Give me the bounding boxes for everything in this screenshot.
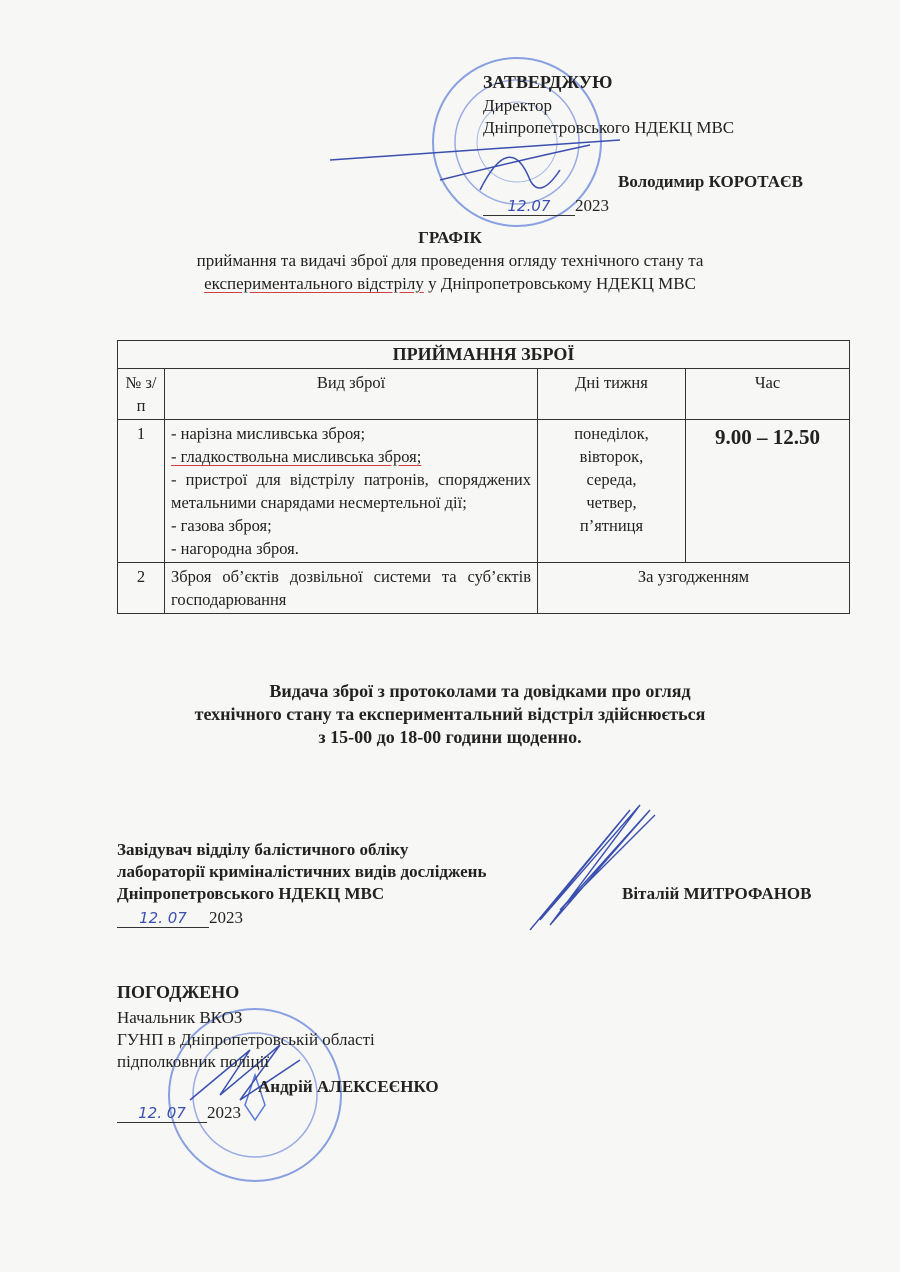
head-position: Завідувач відділу балістичного обліку bbox=[117, 840, 409, 859]
row-num: 1 bbox=[118, 420, 165, 563]
agreed-org: ГУНП в Дніпропетровській області bbox=[117, 1030, 375, 1049]
agreed-position: Начальник ВКОЗ bbox=[117, 1008, 243, 1027]
header-time: Час bbox=[686, 369, 850, 420]
head-name: Віталій МИТРОФАНОВ bbox=[622, 884, 812, 903]
day: вівторок, bbox=[579, 447, 644, 466]
table-row bbox=[118, 420, 850, 563]
title-line2-underlined: експериментального відстрілу bbox=[204, 274, 424, 293]
approval-position: Директор bbox=[483, 96, 552, 115]
day: середа, bbox=[586, 470, 637, 489]
agreement: За узгодженням bbox=[538, 563, 850, 614]
table-row bbox=[118, 563, 850, 614]
title-line2: у Дніпропетровському НДЕКЦ МВС bbox=[423, 274, 696, 293]
notice-line1: Видача зброї з протоколами та довідками про огляд bbox=[269, 681, 691, 701]
head-year: 2023 bbox=[209, 908, 243, 927]
day: п’ятниця bbox=[579, 516, 644, 535]
head-date: 12. 07 bbox=[117, 909, 209, 928]
row-num: 2 bbox=[118, 563, 165, 614]
head-lab: лабораторії криміналістичних видів досліджень bbox=[117, 862, 487, 881]
agreed-rank: підполковник поліції bbox=[117, 1052, 270, 1071]
weapon-type: - газова зброя; bbox=[171, 516, 272, 535]
agreed-year: 2023 bbox=[207, 1103, 241, 1122]
agreed-signature bbox=[180, 1040, 320, 1110]
time-range: 9.00 – 12.50 bbox=[686, 420, 850, 563]
approval-date: 12.07 bbox=[483, 197, 575, 216]
approval-year: 2023 bbox=[575, 196, 609, 215]
head-org: Дніпропетровського НДЕКЦ МВС bbox=[117, 884, 385, 903]
notice-line3: з 15-00 до 18-00 години щоденно. bbox=[318, 727, 582, 747]
agreed-date: 12. 07 bbox=[117, 1104, 207, 1123]
head-signature bbox=[520, 800, 670, 940]
agreed-heading: ПОГОДЖЕНО bbox=[117, 982, 240, 1002]
weapon-type: - нагородна зброя. bbox=[171, 539, 299, 558]
day: понеділок, bbox=[574, 424, 649, 443]
agreed-name: Андрій АЛЕКСЕЄНКО bbox=[258, 1077, 439, 1096]
weapon-type: - нарізна мисливська зброя; bbox=[171, 424, 366, 443]
document-title: ГРАФІК bbox=[418, 228, 482, 247]
weapon-type: - гладкоствольна мисливська зброя; bbox=[171, 447, 422, 466]
header-type: Вид зброї bbox=[165, 369, 538, 420]
schedule-table bbox=[117, 340, 850, 614]
notice-line2: технічного стану та експериментальний відстріл здійснюється bbox=[194, 704, 706, 724]
title-line1: приймання та видачі зброї для проведення огляду технічного стану та bbox=[196, 251, 704, 270]
approval-name: Володимир КОРОТАЄВ bbox=[618, 172, 803, 191]
approval-heading: ЗАТВЕРДЖУЮ bbox=[483, 72, 613, 92]
approval-org: Дніпропетровського НДЕКЦ МВС bbox=[483, 118, 735, 137]
header-num: № з/п bbox=[118, 369, 165, 420]
day: четвер, bbox=[586, 493, 637, 512]
table-caption: ПРИЙМАННЯ ЗБРОЇ bbox=[118, 341, 850, 369]
weapon-type: Зброя об’єктів дозвільної системи та суб’єктів господарювання bbox=[165, 563, 538, 614]
weapon-type: - пристрої для відстрілу патронів, споряджених метальними снарядами несмертельної дії; bbox=[171, 470, 531, 512]
notice bbox=[0, 680, 900, 749]
header-days: Дні тижня bbox=[538, 369, 686, 420]
